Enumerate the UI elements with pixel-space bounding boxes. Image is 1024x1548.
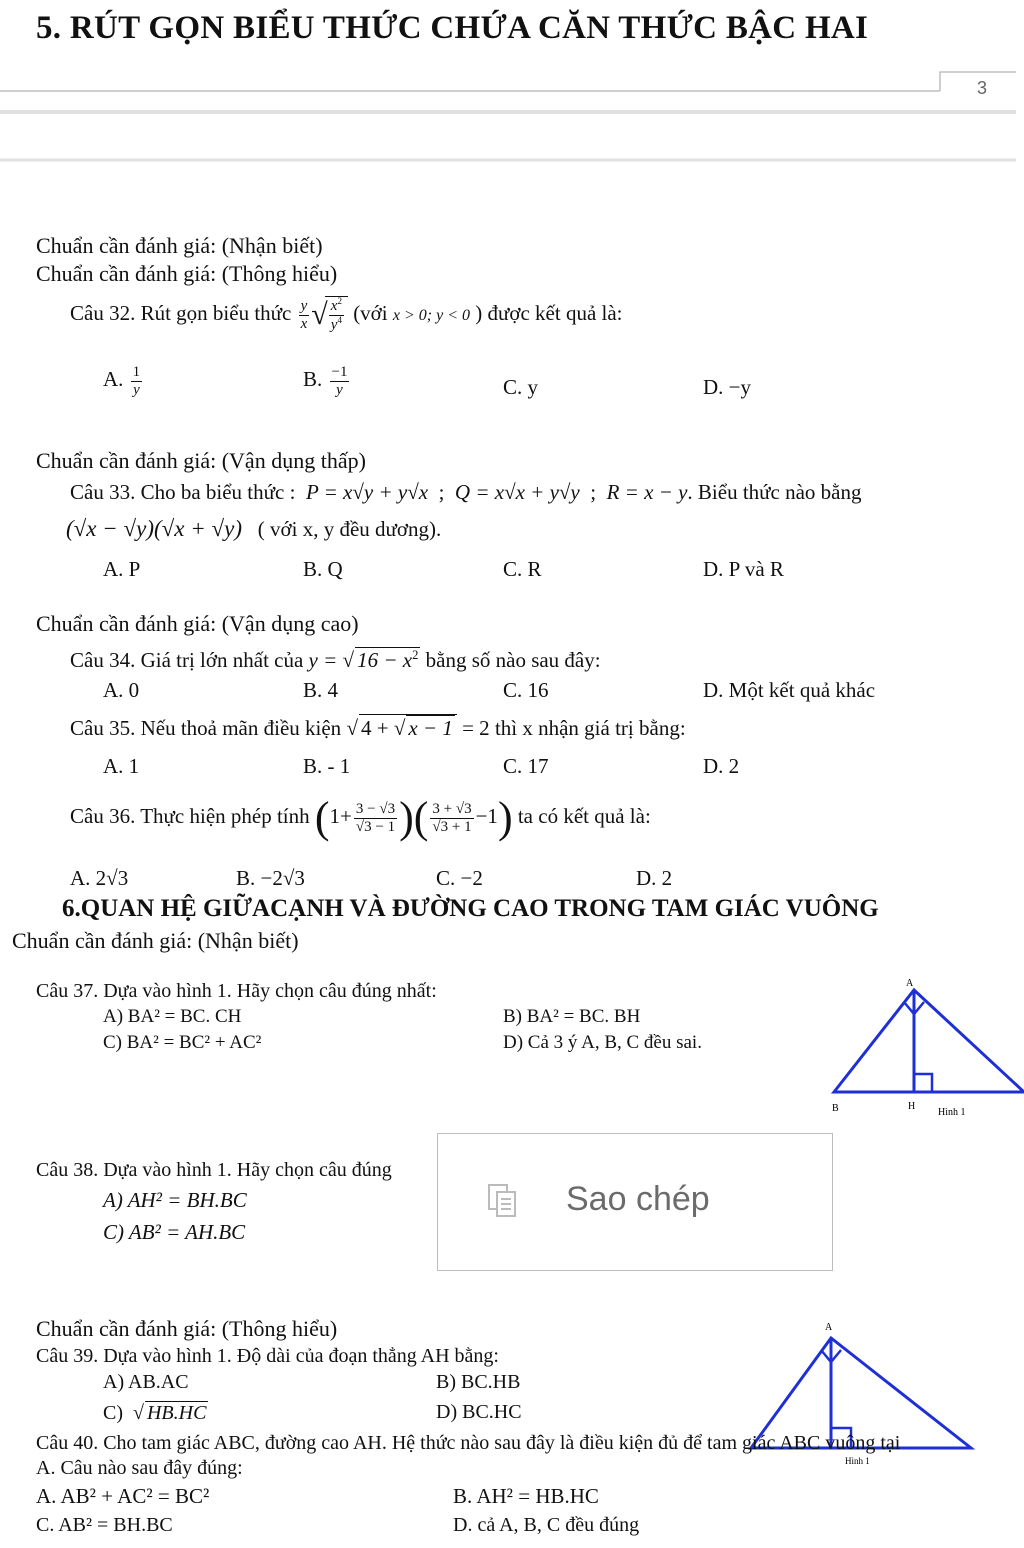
q38-option-c: C) AB² = AH.BC (103, 1220, 246, 1244)
q33-option-a: A. P (103, 557, 141, 581)
q33-option-c: C. R (503, 557, 542, 581)
q36-option-c: C. −2 (436, 866, 483, 890)
q40-option-c: C. AB² = BH.BC (36, 1514, 173, 1536)
q40-option-b: B. AH² = HB.HC (453, 1484, 599, 1508)
q35-stem: Câu 35. Nếu thoả mãn điều kiện √ 4 + √ x − 1 = 2 thì x nhận giá trị bằng: (70, 716, 686, 740)
q40-option-d: D. cả A, B, C đều đúng (453, 1514, 640, 1536)
q36-fraction-2: $\frac{3 + √3}{√3 + 1}$ (432, 801, 472, 835)
q33-stem: Câu 33. Cho ba biểu thức : P = x√y + y√x ; Q = x√x + y√y ; R = x − y. Biểu thức nào bằng (70, 480, 862, 504)
section-5-title: 5. RÚT GỌN BIỂU THỨC CHỨA CĂN THỨC BẬC HAI (36, 10, 869, 46)
q39-option-d: D) BC.HC (436, 1401, 522, 1423)
figure-label-h: H (908, 1101, 916, 1112)
page-number: 3 (977, 78, 988, 98)
q38-stem: Câu 38. Dựa vào hình 1. Hãy chọn câu đúng (36, 1159, 392, 1181)
q35-option-b: B. - 1 (303, 754, 351, 778)
q32-option-b: B. $\frac{-1}{y}$ (303, 364, 348, 398)
q37-option-b: B) BA² = BC. BH (503, 1006, 641, 1027)
q32-radical: $\frac{x^2}{y^4}$ (325, 296, 348, 333)
copy-document-icon (488, 1184, 518, 1218)
q36-stem: Câu 36. Thực hiện phép tính (1+ $\frac{3 - √3}{√3 - 1}$ )( $\frac{3 + √3}{√3 + 1}$ −1) ta có kết quả là: (70, 793, 651, 842)
q34-option-c: C. 16 (503, 678, 549, 702)
q37-option-d: D) Cả 3 ý A, B, C đều sai. (503, 1032, 702, 1053)
q34-option-b: B. 4 (303, 678, 339, 702)
q32-option-c: C. y (503, 375, 539, 399)
q34-option-a: A. 0 (103, 678, 140, 702)
figure-label-a: A (906, 978, 914, 989)
q38-option-a: A) AH² = BH.BC (103, 1188, 247, 1212)
q33-expr-r: R = x − y (606, 480, 688, 504)
q33-option-d: D. P và R (703, 557, 784, 581)
q32-option-a: A. $\frac{1}{y}$ (103, 364, 141, 398)
figure2-label-a: A (825, 1322, 833, 1333)
level-van-dung-thap: Chuẩn cần đánh giá: (Vận dụng thấp) (36, 448, 366, 473)
figure-label-b: B (832, 1103, 839, 1114)
section-6-title: 6.QUAN HỆ GIỮACẠNH VÀ ĐƯỜNG CAO TRONG TAM GIÁC VUÔNG (62, 895, 879, 922)
level-thong-hieu-2: Chuẩn cần đánh giá: (Thông hiểu) (36, 1316, 338, 1341)
q34-stem: Câu 34. Giá trị lớn nhất của y = √ $16 - x^2$ bằng số nào sau đây: (70, 648, 601, 672)
level-nhan-biet-2: Chuẩn cần đánh giá: (Nhận biết) (12, 928, 299, 953)
q33-expr-p: P = x√y + y√x (305, 480, 429, 504)
copy-overlay-button[interactable] (437, 1133, 833, 1271)
copy-label: Sao chép (566, 1180, 710, 1218)
q36-fraction-1: $\frac{3 - √3}{√3 - 1}$ (355, 801, 396, 835)
level-nhan-biet: Chuẩn cần đánh giá: (Nhận biết) (36, 233, 323, 258)
q39-option-b: B) BC.HB (436, 1371, 521, 1393)
q32-option-d: D. −y (703, 375, 752, 399)
q40-stem: Câu 40. Cho tam giác ABC, đường cao AH. Hệ thức nào sau đây là điều kiện đủ để tam giác ABC vuông tại (36, 1432, 901, 1454)
q37-stem: Câu 37. Dựa vào hình 1. Hãy chọn câu đúng nhất: (36, 980, 437, 1002)
q35-option-c: C. 17 (503, 754, 549, 778)
q37-option-c: C) BA² = BC² + AC² (103, 1032, 262, 1053)
figure2-caption: Hình 1 (845, 1456, 870, 1466)
q33-option-b: B. Q (303, 557, 343, 581)
q40-option-a: A. AB² + AC² = BC² (36, 1484, 210, 1508)
figure-caption: Hình 1 (938, 1107, 966, 1118)
level-thong-hieu: Chuẩn cần đánh giá: (Thông hiểu) (36, 261, 338, 286)
triangle-figure-1 (820, 970, 1024, 1120)
q36-option-d: D. 2 (636, 866, 673, 890)
q33-product: (√x − √y)(√x + √y) (66, 516, 243, 541)
q32-prefix: Câu 32. Rút gọn biểu thức (70, 300, 292, 325)
q35-option-d: D. 2 (703, 754, 740, 778)
q36-option-b: B. −2√3 (236, 866, 305, 890)
level-van-dung-cao: Chuẩn cần đánh giá: (Vận dụng cao) (36, 611, 359, 636)
q40-stem-line2: A. Câu nào sau đây đúng: (36, 1457, 243, 1479)
q32-fraction: $\frac{y}{x}$ (300, 298, 308, 332)
q36-option-a: A. 2√3 (70, 866, 129, 890)
q34-option-d: D. Một kết quả khác (703, 678, 876, 702)
q39-stem: Câu 39. Dựa vào hình 1. Độ dài của đoạn thẳng AH bằng: (36, 1345, 499, 1367)
q32-condition: x > 0; y < 0 (392, 306, 470, 324)
header-rule-lines (0, 60, 1024, 170)
q33-stem-line2: (√x − √y)(√x + √y) ( với x, y đều dương). (66, 516, 442, 541)
q39-option-a: A) AB.AC (103, 1371, 189, 1393)
q37-option-a: A) BA² = BC. CH (103, 1006, 242, 1027)
q32-stem: Câu 32. Rút gọn biểu thức $\frac{y}{x}$ √ $\frac{x^2}{y^4}$ (với x > 0; y < 0 ) được kết quả là: (70, 296, 623, 333)
q39-option-c: C) √ HB.HC (103, 1402, 207, 1424)
q33-expr-q: Q = x√x + y√y (454, 480, 580, 504)
q35-option-a: A. 1 (103, 754, 140, 778)
